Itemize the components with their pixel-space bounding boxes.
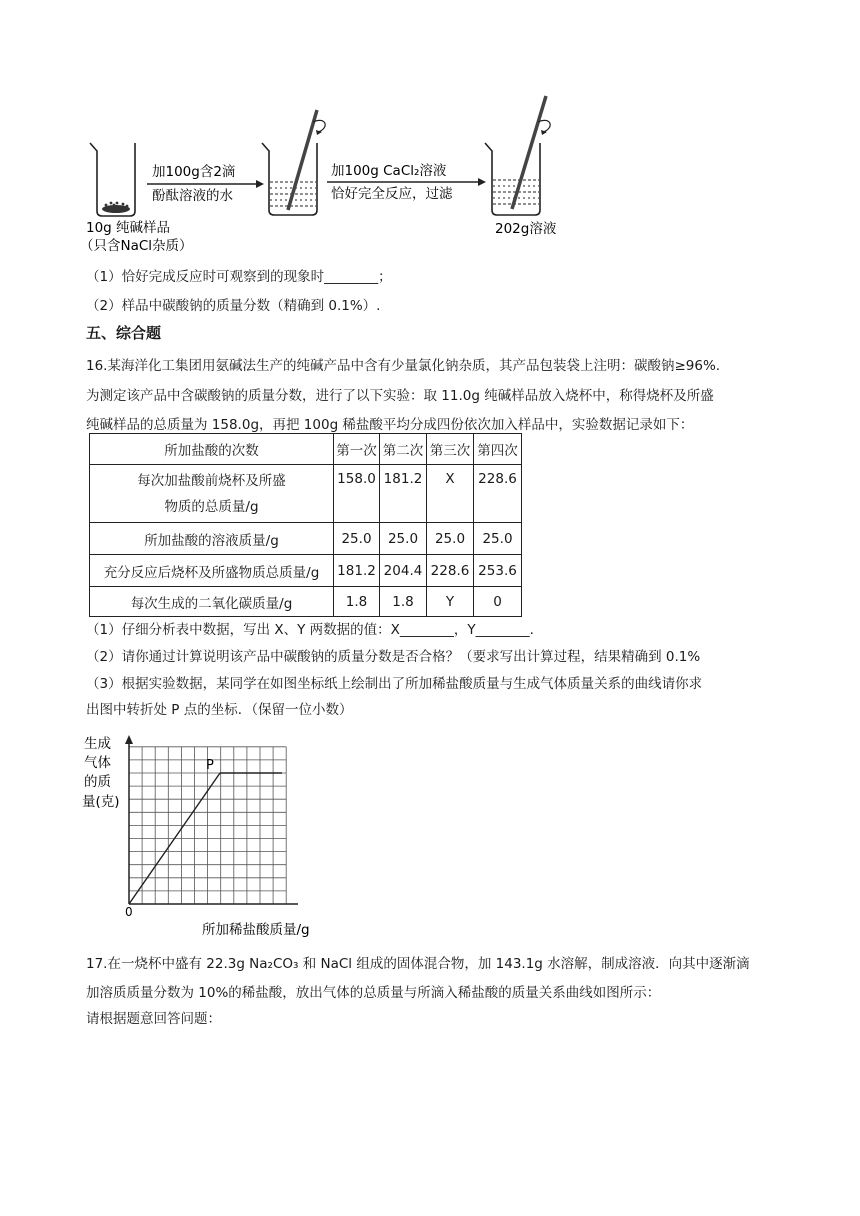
table-header-row [90, 434, 522, 465]
table-cell: 228.6 [474, 465, 522, 523]
beaker-filtrate [485, 96, 550, 215]
q17-line-3: 请根据题意回答问题： [86, 1011, 221, 1027]
table-cell: 158.0 [334, 465, 380, 523]
table-row [90, 465, 522, 523]
beaker-water [262, 110, 325, 215]
x-axis-label: 所加稀盐酸质量/g [202, 922, 310, 938]
result-label: 202g溶液 [495, 221, 557, 237]
beaker-sample [90, 143, 135, 216]
q16-subquestion-2: （2）请你通过计算说明该产品中碳酸钠的质量分数是否合格？（要求写出计算过程，结果精确到 0.1% [86, 649, 701, 665]
table-cell: 25.0 [427, 523, 474, 555]
table-header-cell: 第四次 [474, 434, 522, 465]
table-cell: X [427, 465, 474, 523]
sample-powder [102, 202, 130, 213]
table-cell: 1.8 [380, 587, 427, 617]
q16-subquestion-3b: 出图中转折处 P 点的坐标．（保留一位小数） [86, 702, 353, 718]
sample-label-2: （只含NaCl杂质） [80, 238, 193, 254]
step1-label-1: 加100g含2滴 [152, 164, 236, 180]
q16-line-1: 16.某海洋化工集团用氨碱法生产的纯碱产品中含有少量氯化钠杂质，其产品包装袋上注明：碳酸钠≥96%. [86, 358, 721, 374]
table-header-cell: 第一次 [334, 434, 380, 465]
experiment-diagram [80, 88, 580, 258]
q16-line-2: 为测定该产品中含碳酸钠的质量分数，进行了以下实验：取 11.0g 纯碱样品放入烧杯中，称得烧杯及所盛 [86, 387, 714, 404]
q16-subquestion-3a: （3）根据实验数据，某同学在如图坐标纸上绘制出了所加稀盐酸质量与生成气体质量关系的曲线请你求 [86, 676, 703, 692]
y-axis-label-2: 气体 [84, 755, 111, 771]
table-cell: 204.4 [380, 555, 427, 587]
y-axis-label-1: 生成 [84, 736, 111, 752]
table-cell: 25.0 [380, 523, 427, 555]
table-cell: 181.2 [334, 555, 380, 587]
step2-label-1: 加100g CaCl₂溶液 [331, 163, 447, 179]
table-cell: 25.0 [334, 523, 380, 555]
table-row-label: 每次加盐酸前烧杯及所盛 物质的总质量/g [90, 465, 334, 523]
step1-label-2: 酚酞溶液的水 [152, 188, 233, 204]
q17-line-2: 加溶质质量分数为 10%的稀盐酸，放出气体的总质量与所滴入稀盐酸的质量关系曲线如图所示： [86, 985, 661, 1001]
origin-label: 0 [125, 905, 133, 919]
section-title: 五、综合题 [86, 324, 162, 342]
table-row [90, 555, 522, 587]
step2-label-2: 恰好完全反应，过滤 [331, 186, 453, 202]
table-row [90, 523, 522, 555]
table-row [90, 587, 522, 617]
y-axis-label-4: 量(克) [82, 794, 120, 810]
table-row-label: 每次生成的二氧化碳质量/g [90, 587, 334, 617]
point-p-label: P [206, 758, 214, 773]
table-cell: 25.0 [474, 523, 522, 555]
table-header-cell: 第二次 [380, 434, 427, 465]
table-row-label: 充分反应后烧杯及所盛物质总质量/g [90, 555, 334, 587]
q17-line-1: 17.在一烧杯中盛有 22.3g Na₂CO₃ 和 NaCl 组成的固体混合物，加 143.1g 水溶解，制成溶液．向其中逐渐滴 [86, 956, 750, 972]
y-axis-label-3: 的质 [84, 774, 111, 790]
table-header-cell: 第三次 [427, 434, 474, 465]
table-cell: Y [427, 587, 474, 617]
experiment-data-table [89, 433, 522, 617]
table-cell: 181.2 [380, 465, 427, 523]
table-cell: 0 [474, 587, 522, 617]
sample-label-1: 10g 纯碱样品 [86, 220, 171, 236]
table-row-label: 所加盐酸的溶液质量/g [90, 523, 334, 555]
table-header-cell: 所加盐酸的次数 [90, 434, 334, 465]
table-cell: 228.6 [427, 555, 474, 587]
q16-line-3: 纯碱样品的总质量为 158.0g，再把 100g 稀盐酸平均分成四份依次加入样品中，实验数据记录如下： [86, 417, 694, 433]
q15-subquestion-1: （1）恰好完成反应时可观察到的现象时________； [86, 269, 392, 285]
q15-subquestion-2: （2）样品中碳酸钠的质量分数（精确到 0.1%）. [86, 298, 381, 314]
table-cell: 1.8 [334, 587, 380, 617]
q16-stem [86, 352, 786, 441]
q16-subquestion-1: （1）仔细分析表中数据，写出 X、Y 两数据的值：X________，Y________. [86, 622, 534, 638]
table-cell: 253.6 [474, 555, 522, 587]
gas-mass-graph [78, 732, 338, 944]
